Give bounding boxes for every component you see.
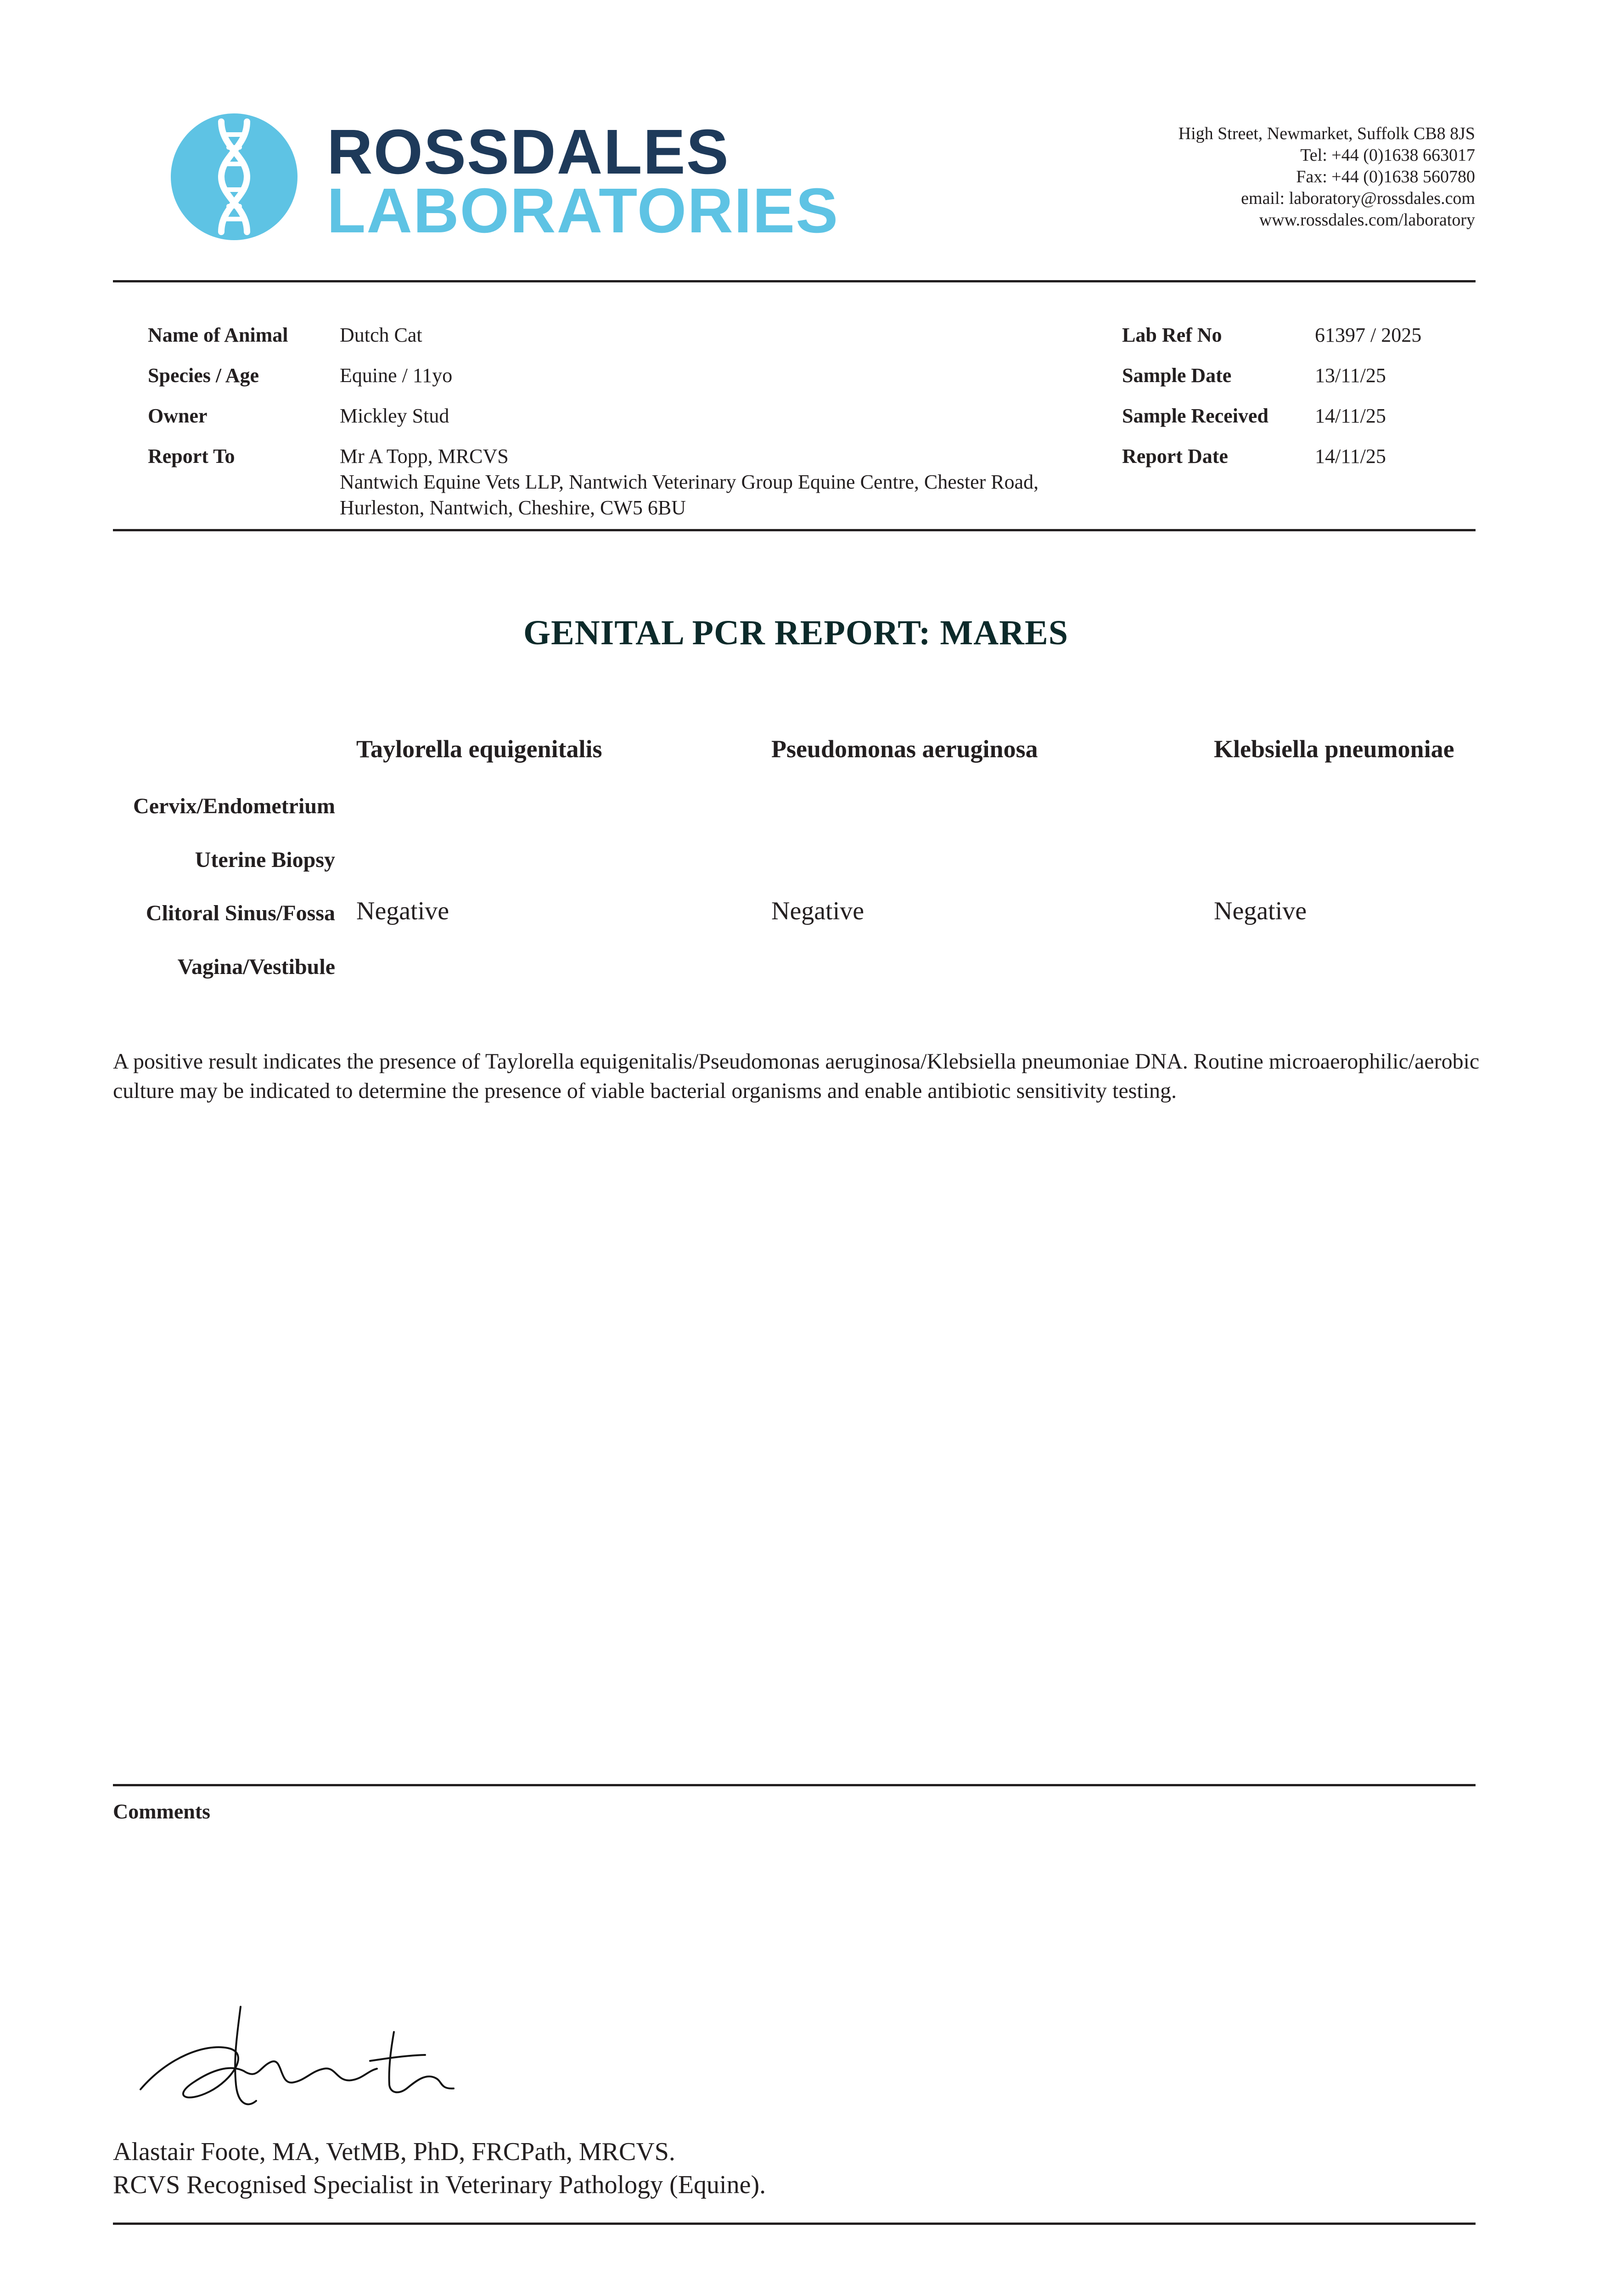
result-clitoral-klebsiella: Negative [1214,897,1307,925]
contact-block [924,123,1475,231]
handwritten-signature [113,1993,471,2122]
column-header-klebsiella: Klebsiella pneumoniae [1214,735,1454,763]
lab-ref-label: Lab Ref No [1122,324,1222,346]
interpretation-footnote: A positive result indicates the presence of Taylorella equigenitalis/Pseudomonas aeruginosa/Klebsiella pneumoniae DNA. Routine microaerophilic/aerobic culture may be indicated to determine the presence of viable bacterial organisms and enable antibiotic sensitivity testing. [113,1049,1480,1103]
species-age-label: Species / Age [148,364,259,387]
name-of-animal-label: Name of Animal [148,324,288,346]
report-to-label: Report To [148,445,235,467]
brand-name-line2: LABORATORIES [327,175,839,246]
signatory-block [113,2135,766,2201]
owner-label: Owner [148,405,208,427]
result-clitoral-pseudomonas: Negative [771,897,864,925]
result-clitoral-taylorella: Negative [356,897,449,925]
report-date-value: 14/11/25 [1315,445,1386,467]
brand-name-line1: ROSSDALES [327,117,730,187]
owner-value: Mickley Stud [340,405,449,427]
name-of-animal-value: Dutch Cat [340,324,422,346]
comments-label: Comments [113,1800,211,1823]
column-header-pseudomonas: Pseudomonas aeruginosa [771,735,1038,763]
dna-helix-logo-icon [170,113,298,241]
info-divider [113,529,1476,531]
species-age-value: Equine / 11yo [340,364,453,387]
contact-address: High Street, Newmarket, Suffolk CB8 8JS [1178,124,1475,143]
report-to-line3: Hurleston, Nantwich, Cheshire, CW5 6BU [340,496,686,519]
row-header-uterine-biopsy: Uterine Biopsy [195,848,335,872]
lab-ref-value: 61397 / 2025 [1315,324,1422,346]
contact-fax: Fax: +44 (0)1638 560780 [1296,167,1475,186]
contact-email: email: laboratory@rossdales.com [1241,189,1475,208]
report-to-line1: Mr A Topp, MRCVS [340,445,509,467]
header-divider [113,280,1476,282]
sample-date-label: Sample Date [1122,364,1232,387]
footer-divider [113,2223,1476,2225]
row-header-vagina-vestibule: Vagina/Vestibule [177,955,335,979]
comments-divider [113,1784,1476,1786]
row-header-clitoral-sinus-fossa: Clitoral Sinus/Fossa [146,901,335,925]
column-header-taylorella: Taylorella equigenitalis [356,735,602,763]
sample-received-label: Sample Received [1122,405,1268,427]
report-date-label: Report Date [1122,445,1228,467]
row-header-cervix-endometrium: Cervix/Endometrium [133,794,335,818]
signatory-title: RCVS Recognised Specialist in Veterinary Pathology (Equine). [113,2171,766,2199]
report-to-line2: Nantwich Equine Vets LLP, Nantwich Veterinary Group Equine Centre, Chester Road, [340,471,1039,493]
contact-tel: Tel: +44 (0)1638 663017 [1300,146,1475,165]
sample-received-value: 14/11/25 [1315,405,1386,427]
contact-website: www.rossdales.com/laboratory [1259,210,1475,230]
report-title: GENITAL PCR REPORT: MARES [523,613,1069,652]
signatory-name: Alastair Foote, MA, VetMB, PhD, FRCPath, MRCVS. [113,2138,675,2166]
sample-date-value: 13/11/25 [1315,364,1386,387]
